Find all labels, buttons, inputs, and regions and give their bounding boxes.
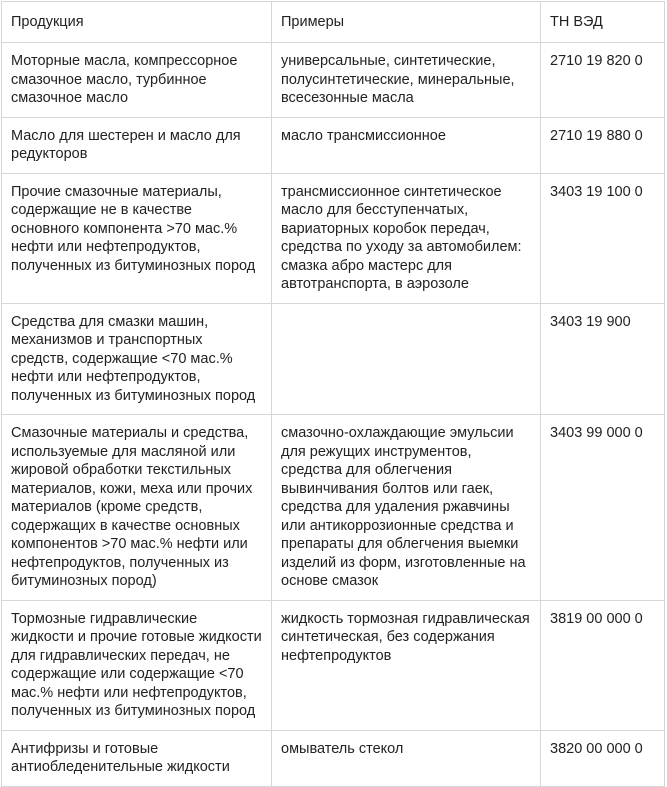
cell-code: 2710 19 880 0 (541, 117, 665, 173)
cell-code: 3819 00 000 0 (541, 600, 665, 730)
cell-examples: омыватель стекол (272, 730, 541, 786)
header-code: ТН ВЭД (541, 2, 665, 43)
cell-product: Моторные масла, компрессорное смазочное масло, турбинное смазочное масло (2, 43, 272, 118)
cell-product: Прочие смазочные материалы, содержащие не в качестве основного компонента >70 мас.% нефти или нефтепродуктов, полученных из битуминозных пород (2, 173, 272, 303)
products-table (1, 1, 665, 787)
table-row (2, 117, 665, 173)
table-row (2, 600, 665, 730)
cell-examples: универсальные, синтетические, полусинтетические, минеральные, всесезонные масла (272, 43, 541, 118)
table-row (2, 43, 665, 118)
cell-code: 3403 19 100 0 (541, 173, 665, 303)
cell-examples: трансмиссионное синтетическое масло для бесступенчатых, вариаторных коробок передач, средства по уходу за автомобилем: смазка абро мастерс для автотранспорта, в аэрозоле (272, 173, 541, 303)
table-row (2, 303, 665, 415)
cell-examples: смазочно-охлаждающие эмульсии для режущих инструментов, средства для облегчения вывинчивания болтов или гаек, средства для удаления ржавчины или антикоррозионные средства и препараты для облегчения выемки изделий из форм, изготовленные на основе смазок (272, 415, 541, 601)
cell-product: Смазочные материалы и средства, используемые для масляной или жировой обработки текстильных материалов, кожи, меха или прочих материалов (кроме средств, содержащих в качестве основных компонентов >70 мас.% нефти или нефтепродуктов, полученных из битуминозных пород) (2, 415, 272, 601)
cell-code: 2710 19 820 0 (541, 43, 665, 118)
cell-examples: жидкость тормозная гидравлическая синтетическая, без содержания нефтепродуктов (272, 600, 541, 730)
cell-code: 3403 19 900 (541, 303, 665, 415)
cell-product: Масло для шестерен и масло для редукторов (2, 117, 272, 173)
cell-examples: масло трансмиссионное (272, 117, 541, 173)
cell-examples (272, 303, 541, 415)
table-row (2, 173, 665, 303)
cell-code: 3820 00 000 0 (541, 730, 665, 786)
header-product: Продукция (2, 2, 272, 43)
header-examples: Примеры (272, 2, 541, 43)
table-row (2, 730, 665, 786)
table-header-row (2, 2, 665, 43)
table-row (2, 415, 665, 601)
cell-product: Антифризы и готовые антиобледенительные жидкости (2, 730, 272, 786)
cell-product: Средства для смазки машин, механизмов и транспортных средств, содержащие <70 мас.% нефти или нефтепродуктов, полученных из битуминозных пород (2, 303, 272, 415)
cell-product: Тормозные гидравлические жидкости и прочие готовые жидкости для гидравлических передач, не содержащие или содержащие <70 мас.% нефти или нефтепродуктов, полученных из битуминозных пород (2, 600, 272, 730)
cell-code: 3403 99 000 0 (541, 415, 665, 601)
